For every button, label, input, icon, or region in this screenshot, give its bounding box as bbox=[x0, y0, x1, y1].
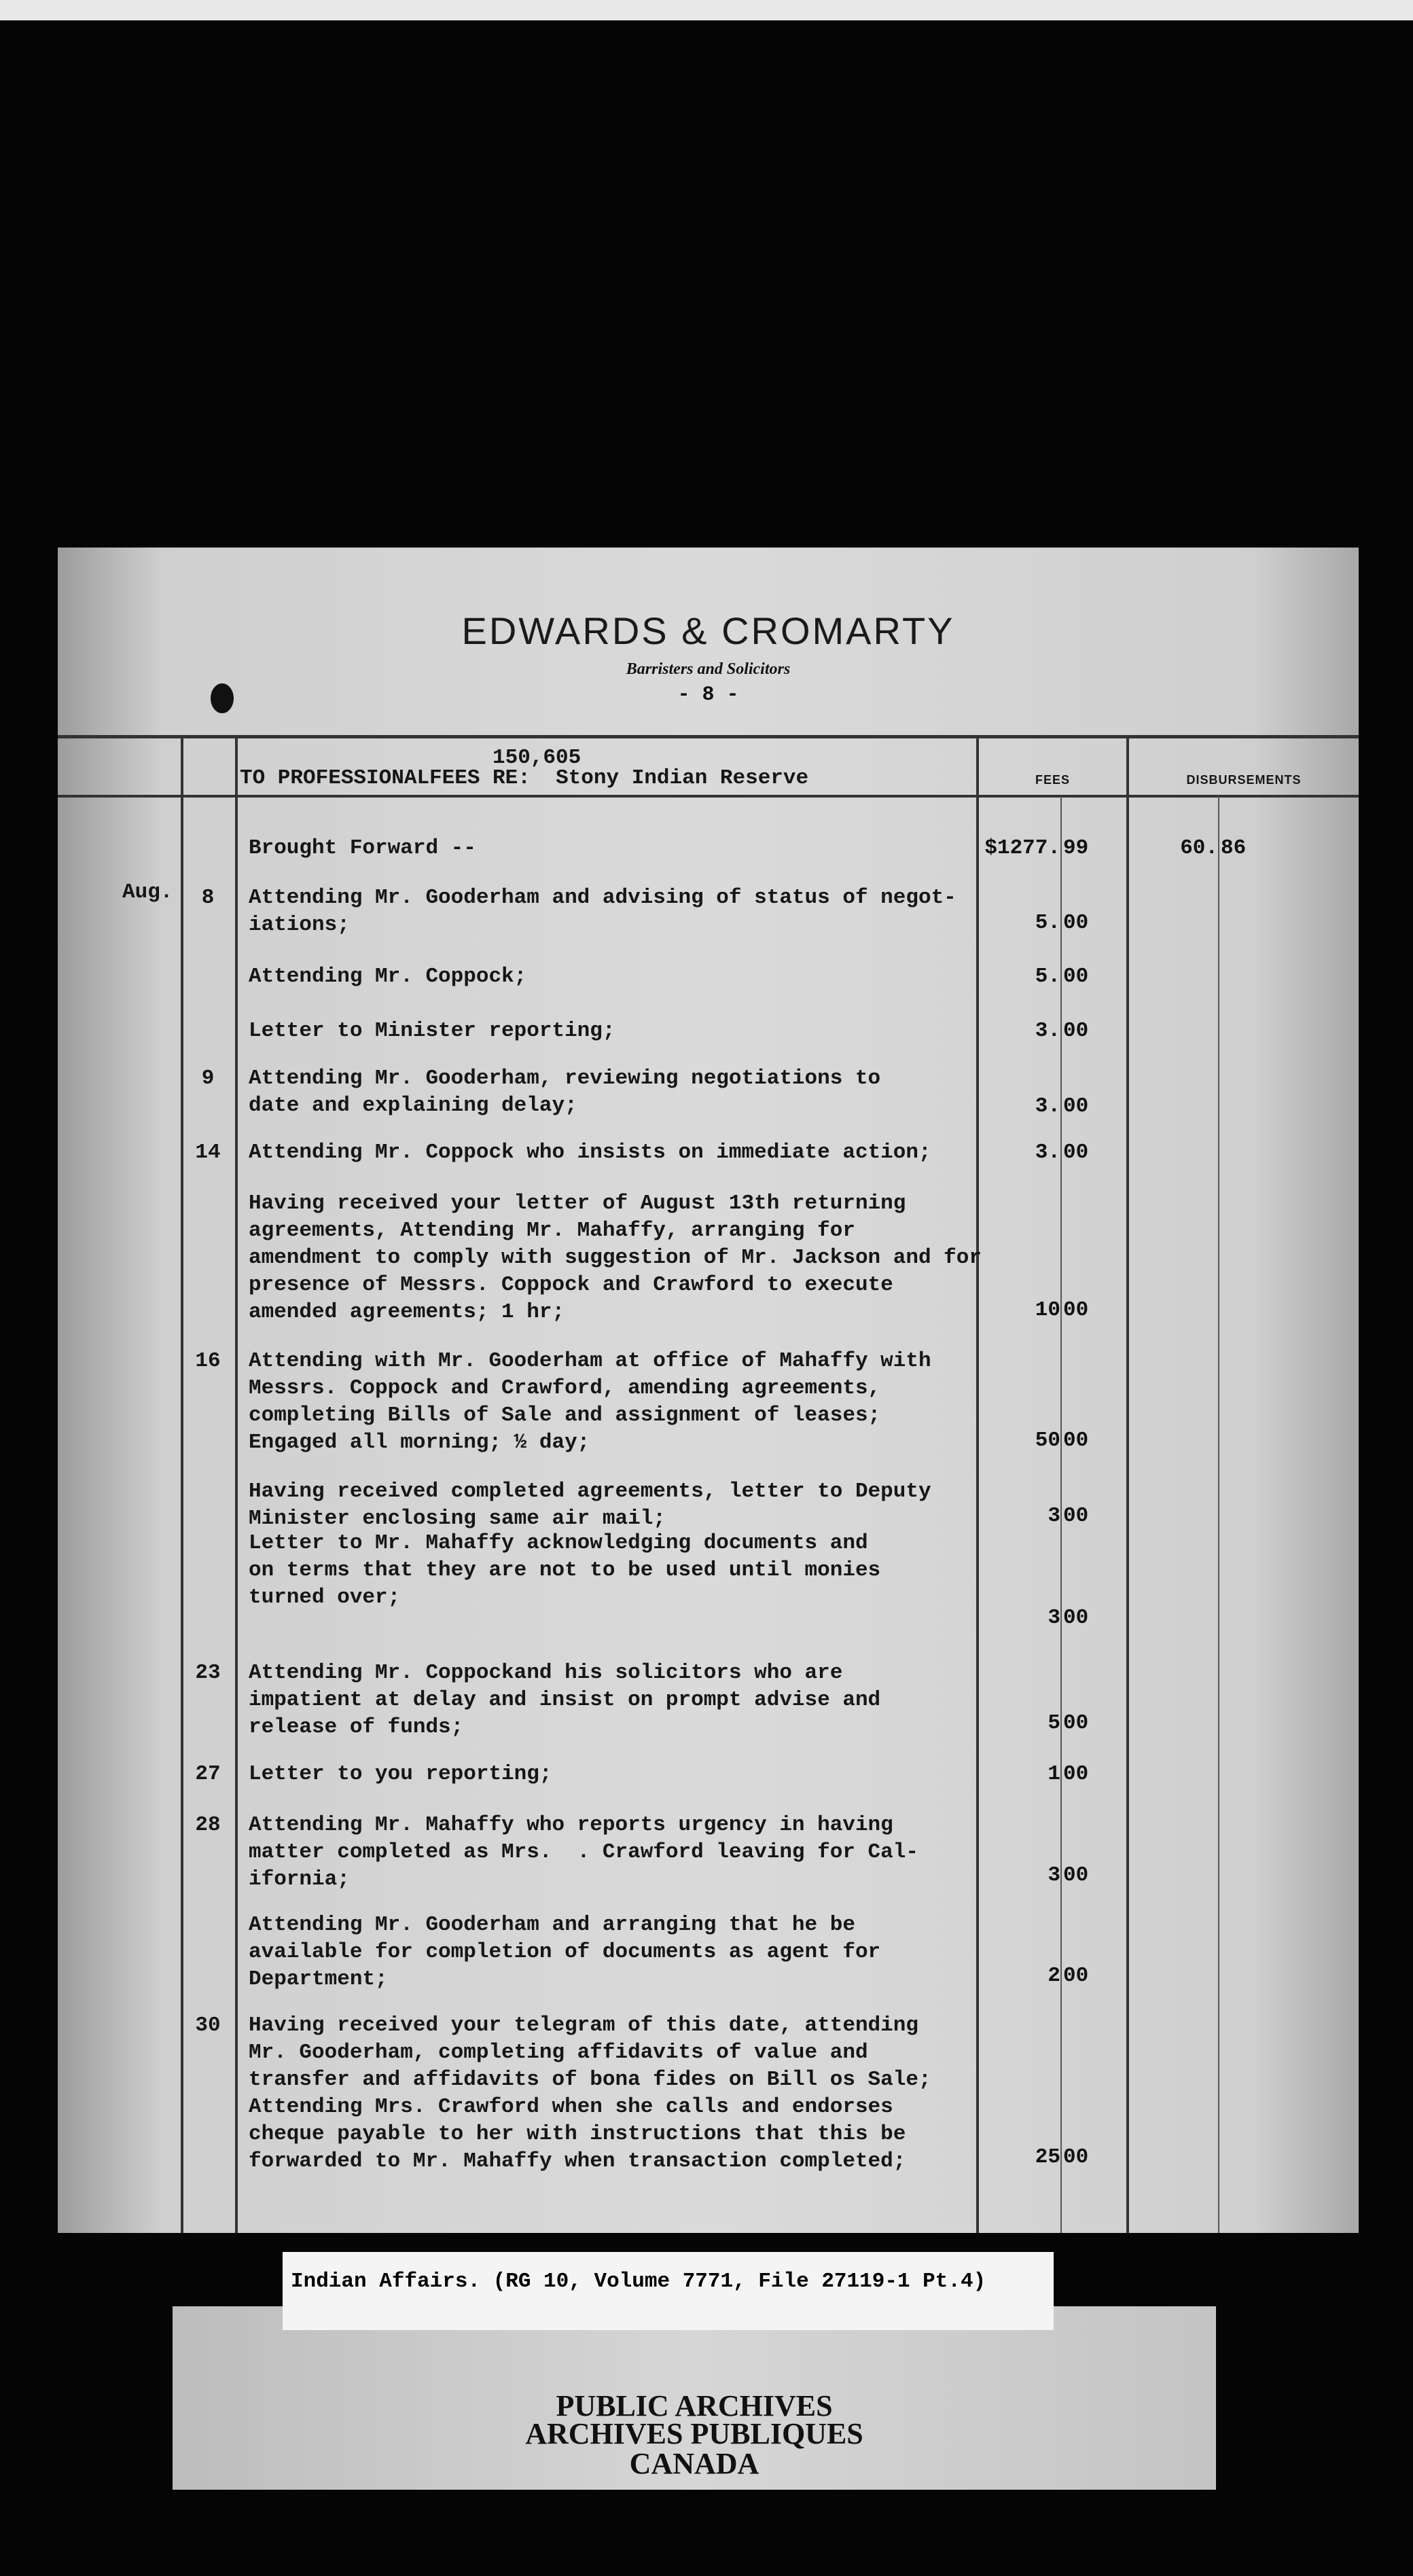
entry-description: Letter to Mr. Mahaffy acknowledging documents and on terms that they are not to be used until monies turned over; bbox=[249, 1531, 881, 1609]
stamp-line-1: PUBLIC ARCHIVES bbox=[556, 2389, 833, 2422]
entry-description: Attending with Mr. Gooderham at office of Mahaffy with Messrs. Coppock and Crawford, amending agreements, completing Bills of Sale and assignment of leases; Engaged all morning; ½ day; bbox=[249, 1349, 931, 1454]
archive-reference-label bbox=[283, 2252, 1054, 2330]
fee-cents: 00 bbox=[1063, 965, 1089, 988]
entry-description: Attending Mr. Gooderham and arranging that he be available for completion of documents as agent for Department; bbox=[249, 1913, 881, 1991]
month-label: Aug. bbox=[122, 880, 173, 904]
fee-cents: 00 bbox=[1063, 1504, 1089, 1528]
header-bottom-rule bbox=[58, 795, 1359, 798]
date-column-line bbox=[181, 736, 183, 2233]
entry-column-line bbox=[235, 736, 238, 2233]
entry-date: 14 bbox=[195, 1141, 221, 1164]
fee-cents: 00 bbox=[1063, 1711, 1089, 1735]
fee-dollars: $1277. bbox=[984, 836, 1060, 860]
entry-description: Brought Forward -- bbox=[249, 836, 476, 860]
entry-description: Having received your letter of August 13th returning agreements, Attending Mr. Mahaffy, arranging for amendment to comply with suggestion of Mr. Jackson and for presence of Messrs. Coppock and Crawford to execute amended agreements; 1 hr; bbox=[249, 1192, 982, 1324]
fee-cents: 00 bbox=[1063, 1094, 1089, 1118]
fee-dollars: 3 bbox=[1048, 1863, 1060, 1887]
disb-cents-line bbox=[1218, 796, 1219, 2233]
fee-cents: 00 bbox=[1063, 1298, 1089, 1322]
film-edge bbox=[0, 0, 1413, 20]
invoice-title: TO PROFESSIONALFEES RE: Stony Indian Reserve bbox=[240, 766, 809, 790]
firm-subtitle: Barristers and Solicitors bbox=[626, 660, 791, 678]
fee-dollars: 3. bbox=[1035, 1019, 1060, 1043]
fee-dollars: 3 bbox=[1048, 1504, 1060, 1528]
invoice-page bbox=[58, 548, 1359, 2233]
fee-dollars: 5. bbox=[1035, 911, 1060, 935]
entry-description: Attending Mr. Mahaffy who reports urgency in having matter completed as Mrs. . Crawford leaving for Cal- ifornia; bbox=[249, 1813, 918, 1891]
entry-date: 23 bbox=[195, 1661, 221, 1685]
fees-cents-line bbox=[1060, 796, 1062, 2233]
punch-hole bbox=[211, 683, 234, 713]
fee-dollars: 3 bbox=[1048, 1606, 1060, 1630]
fee-dollars: 10 bbox=[1035, 1298, 1060, 1322]
fee-cents: 00 bbox=[1063, 1863, 1089, 1887]
entry-description: Attending Mr. Gooderham, reviewing negotiations to date and explaining delay; bbox=[249, 1067, 881, 1117]
disb-column-line bbox=[1126, 736, 1129, 2233]
entry-description: Letter to Minister reporting; bbox=[249, 1019, 615, 1043]
fee-cents: 99 bbox=[1063, 836, 1089, 860]
fees-column-line bbox=[976, 736, 979, 2233]
entry-date: 28 bbox=[195, 1813, 221, 1837]
fee-cents: 00 bbox=[1063, 1606, 1089, 1630]
entry-description: Letter to you reporting; bbox=[249, 1762, 552, 1786]
entry-description: Attending Mr. Coppockand his solicitors who are impatient at delay and insist on prompt advise and release of funds; bbox=[249, 1661, 881, 1739]
header-rule bbox=[58, 735, 1359, 738]
fee-dollars: 5. bbox=[1035, 965, 1060, 988]
entry-description: Attending Mr. Gooderham and advising of status of negot- iations; bbox=[249, 886, 956, 937]
fees-header: FEES bbox=[1035, 773, 1070, 787]
disb-cents: 86 bbox=[1221, 836, 1247, 860]
archive-stamp-card bbox=[173, 2306, 1216, 2490]
entry-date: 8 bbox=[201, 886, 215, 910]
page-number: - 8 - bbox=[677, 683, 739, 706]
entry-description: Having received completed agreements, letter to Deputy Minister enclosing same air mail; bbox=[249, 1480, 931, 1531]
fee-dollars: 3. bbox=[1035, 1094, 1060, 1118]
fee-cents: 00 bbox=[1063, 1964, 1089, 1988]
disbursements-header: DISBURSEMENTS bbox=[1186, 773, 1302, 787]
fee-dollars: 2 bbox=[1048, 1964, 1060, 1988]
fee-dollars: 25 bbox=[1035, 2145, 1060, 2169]
entry-description: Attending Mr. Coppock; bbox=[249, 965, 527, 988]
stamp-line-3: CANADA bbox=[629, 2447, 759, 2480]
fee-dollars: 50 bbox=[1035, 1429, 1060, 1452]
disb-dollars: 60. bbox=[1180, 836, 1218, 860]
archive-reference: Indian Affairs. (RG 10, Volume 7771, File 27119-1 Pt.4) bbox=[291, 2270, 986, 2293]
entry-date: 27 bbox=[195, 1762, 221, 1786]
fee-cents: 00 bbox=[1063, 1429, 1089, 1452]
file-number: 150,605 bbox=[493, 746, 582, 770]
fee-cents: 00 bbox=[1063, 911, 1089, 935]
fee-cents: 00 bbox=[1063, 1019, 1089, 1043]
fee-cents: 00 bbox=[1063, 2145, 1089, 2169]
entry-description: Attending Mr. Coppock who insists on immediate action; bbox=[249, 1141, 931, 1164]
fee-dollars: 3. bbox=[1035, 1141, 1060, 1164]
fee-dollars: 1 bbox=[1048, 1762, 1060, 1786]
entry-date: 30 bbox=[195, 2014, 221, 2037]
fee-cents: 00 bbox=[1063, 1762, 1089, 1786]
fee-cents: 00 bbox=[1063, 1141, 1089, 1164]
entry-date: 9 bbox=[201, 1067, 215, 1090]
entry-date: 16 bbox=[195, 1349, 221, 1373]
entry-description: Having received your telegram of this date, attending Mr. Gooderham, completing affidavits of value and transfer and affidavits of bona fides on Bill os Sale; Attending Mrs. Crawford when she calls and endorses cheque payable to her with instructions that this be forwarded to Mr. Mahaffy when transaction completed; bbox=[249, 2014, 931, 2173]
fee-dollars: 5 bbox=[1048, 1711, 1060, 1735]
firm-name: EDWARDS & CROMARTY bbox=[461, 609, 955, 652]
stamp-line-2: ARCHIVES PUBLIQUES bbox=[525, 2417, 863, 2450]
